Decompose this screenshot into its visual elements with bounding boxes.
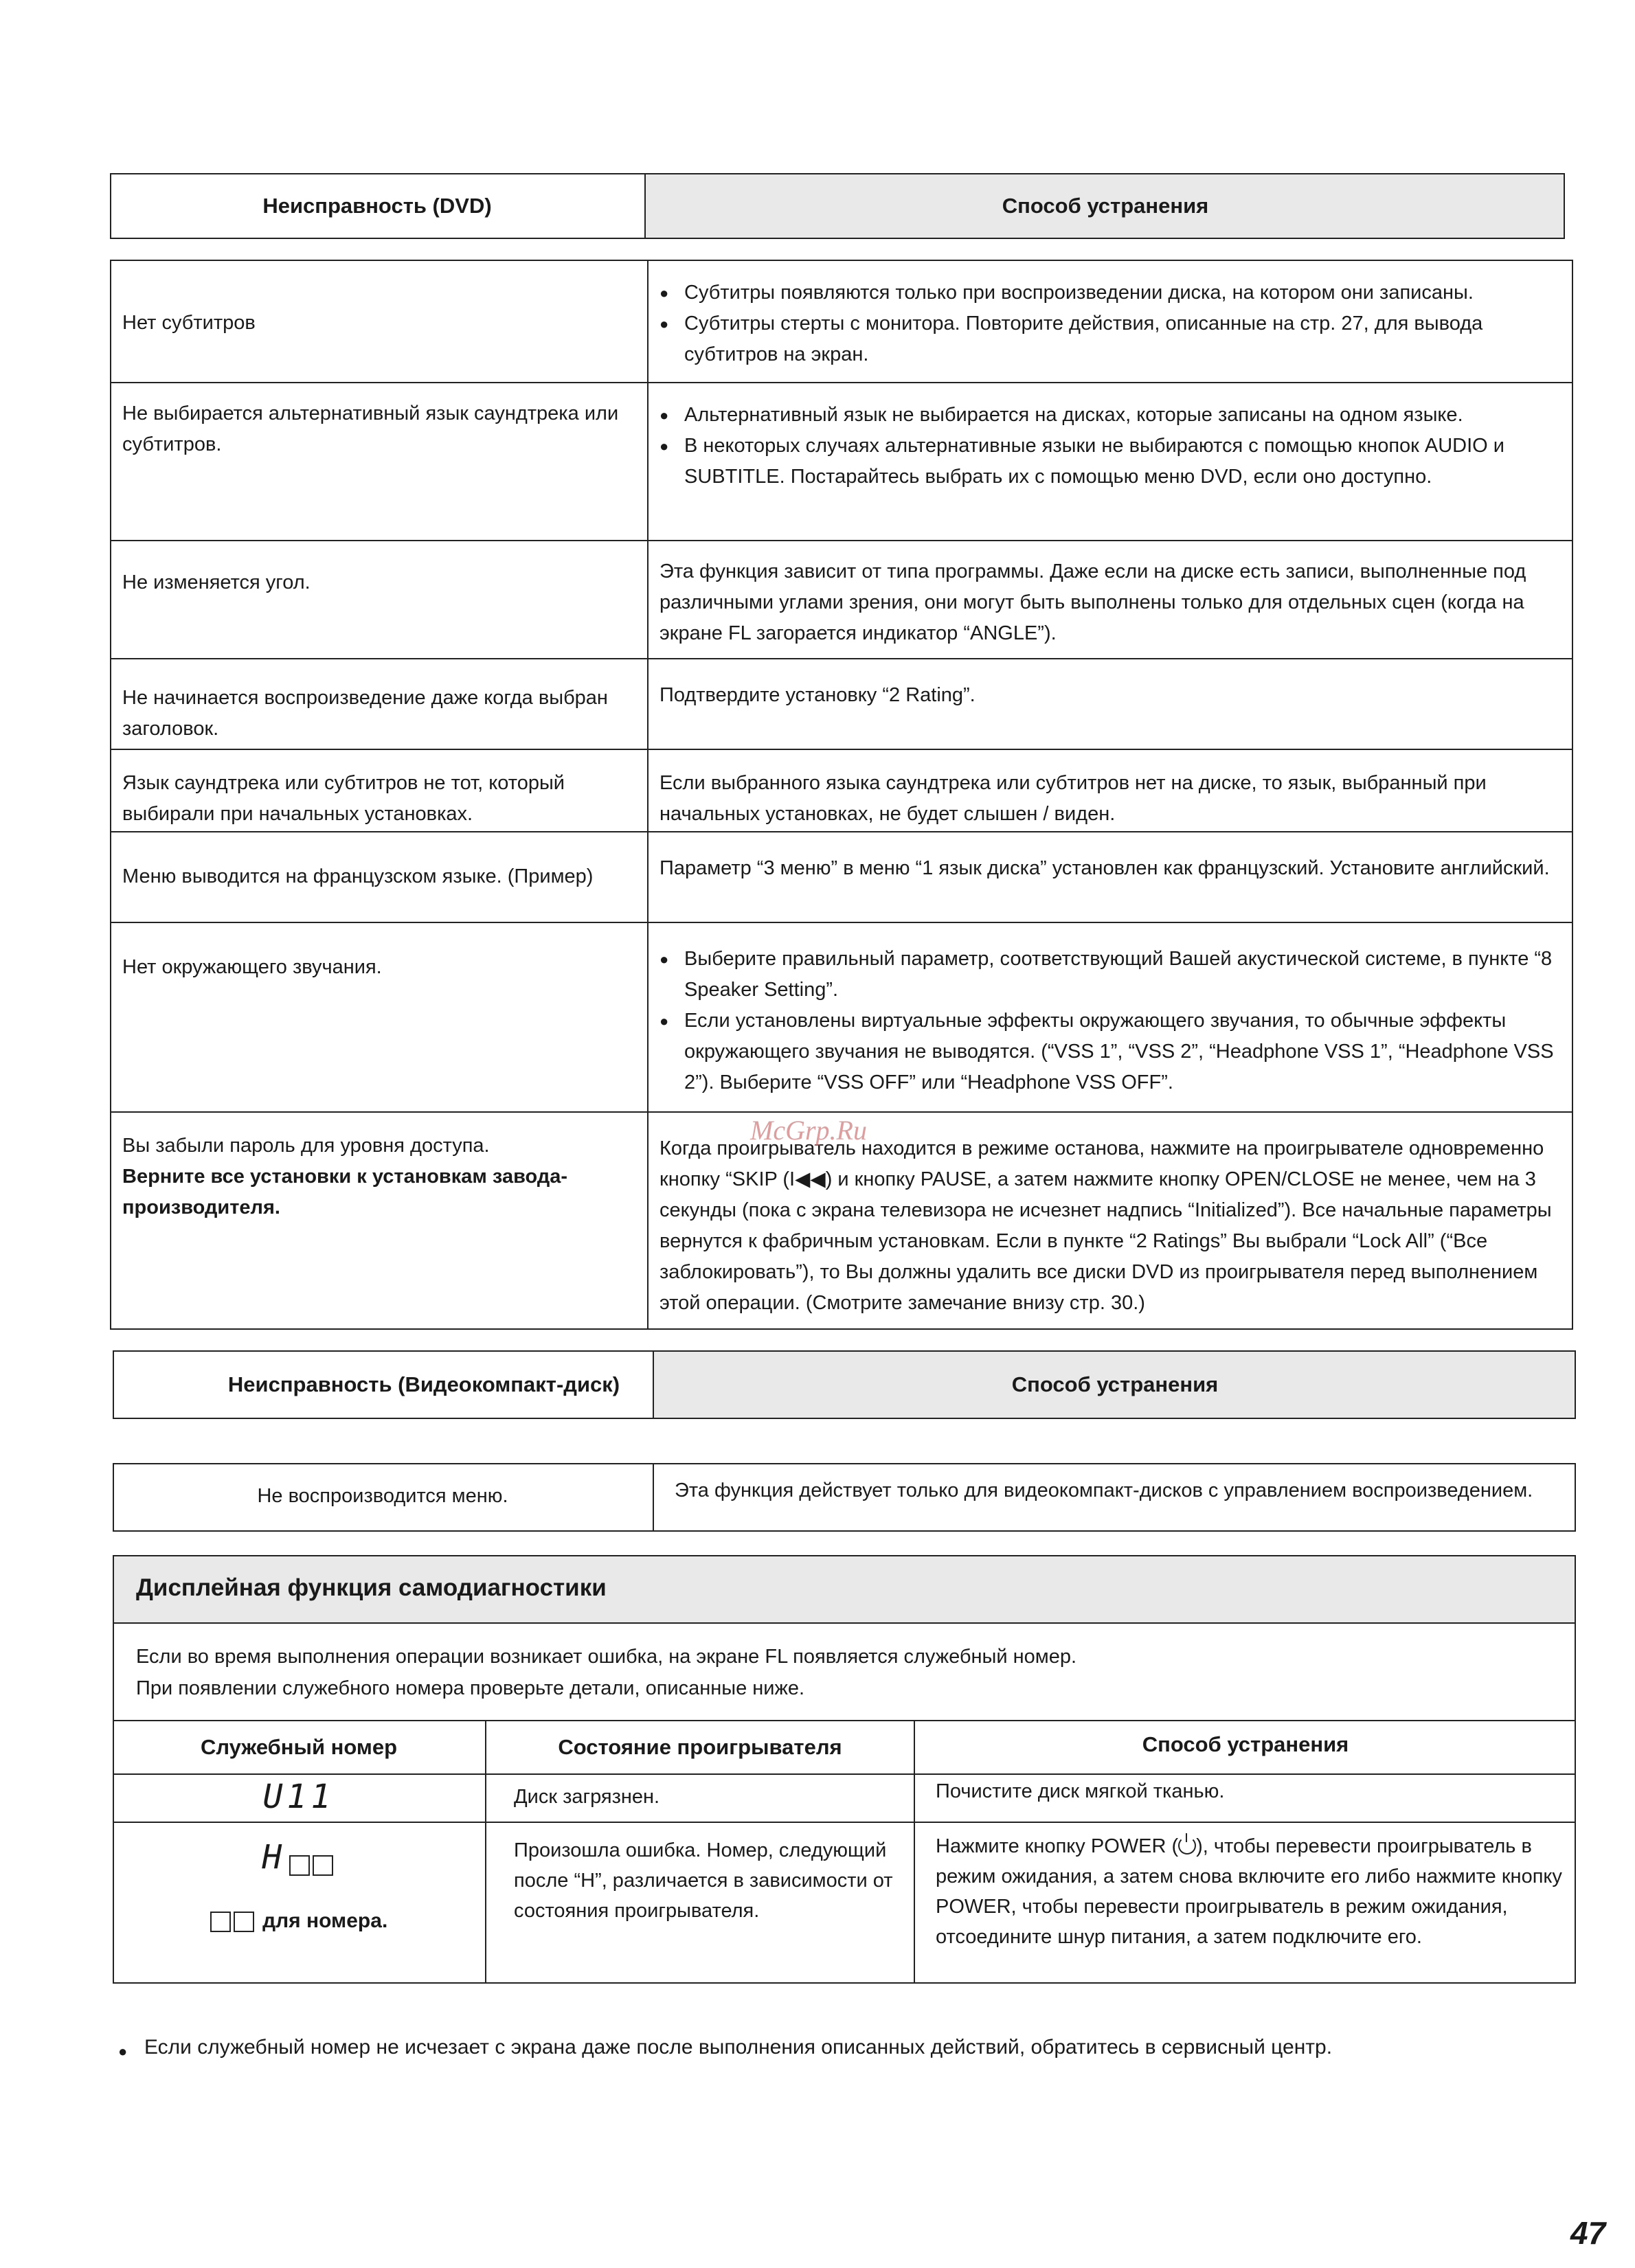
- service-code-u11: U11: [262, 1778, 335, 1816]
- row-sep: [110, 540, 1573, 541]
- row1-state: Диск загрязнен.: [514, 1786, 660, 1808]
- dvd-row-6-problem: [111, 852, 646, 902]
- vcd-problem: Не воспроизводится меню.: [257, 1485, 508, 1507]
- subtable-row-sep: [113, 1822, 1576, 1823]
- solution-text: Подтвердите установку “2 Rating”.: [659, 684, 976, 706]
- digit-box-icon: [234, 1912, 254, 1932]
- problem-text: Нет субтитров: [122, 312, 256, 334]
- solution-bullet: ● Если установлены виртуальные эффекты окружающего звучания, то обычные эффекты окружающего звучания не выводятся. (“VSS 1”, “VSS 2”, “Headphone VSS 1”, “Headphone VSS 2”). Выберите “VSS OFF” или “Headphone VSS OFF”.: [659, 1006, 1561, 1098]
- problem-text: Язык саундтрека или субтитров не тот, который выбирали при начальных установках.: [122, 772, 565, 825]
- diagnostics-intro-2: При появлении служебного номера проверьте детали, описанные ниже.: [136, 1677, 805, 1699]
- dvd-header-solution: Способ устранения: [1002, 194, 1209, 218]
- problem-text: Не выбирается альтернативный язык саундтрека или субтитров.: [122, 402, 619, 455]
- dvd-row-8-solution: [649, 1124, 1572, 1328]
- diagnostics-title: Дисплейная функция самодиагностики: [136, 1574, 607, 1601]
- solution-text: Если выбранного языка саундтрека или субтитров нет на диске, то язык, выбранный при начальных установках, не будет слышен / виден.: [659, 772, 1487, 825]
- solution-bullet: ● Субтитры появляются только при воспроизведении диска, на котором они записаны.: [659, 277, 1561, 308]
- page-number: 47: [1570, 2215, 1606, 2251]
- dvd-row-2-solution: [649, 390, 1572, 502]
- col-header-state: Состояние проигрывателя: [558, 1735, 842, 1759]
- dvd-row-6-solution: [649, 843, 1572, 894]
- power-icon: [1178, 1837, 1196, 1855]
- dvd-row-2-problem: [111, 389, 646, 470]
- service-code-note-text: для номера.: [262, 1909, 388, 1932]
- vcd-solution: Эта функция действует только для видеокомпакт-дисков с управлением воспроизведением.: [675, 1479, 1533, 1501]
- footer-note: Если служебный номер не исчезает с экрана даже после выполнения описанных действий, обратитесь в сервисный центр.: [144, 2036, 1333, 2059]
- vcd-header-solution: Способ устранения: [1011, 1372, 1219, 1396]
- problem-text: Нет окружающего звучания.: [122, 956, 382, 978]
- solution-bullet: ● Альтернативный язык не выбирается на дисках, которые записаны на одном языке.: [659, 400, 1561, 431]
- col-header-code: Служебный номер: [200, 1735, 398, 1759]
- dvd-header-problem: Неисправность (DVD): [262, 194, 492, 218]
- dvd-row-4-problem: [111, 673, 646, 754]
- problem-text: Не изменяется угол.: [122, 571, 311, 593]
- dvd-row-3-solution: [649, 547, 1572, 659]
- problem-text: Не начинается воспроизведение даже когда выбран заголовок.: [122, 687, 608, 740]
- dvd-row-8-problem: [111, 1121, 646, 1233]
- service-code-h: [113, 1838, 485, 1876]
- digit-box-icon: [210, 1912, 231, 1932]
- dvd-row-5-problem: [111, 758, 646, 839]
- vcd-table-divider: [653, 1463, 654, 1532]
- row2-state: Произошла ошибка. Номер, следующий после “H”, различается в зависимости от состояния проигрывателя.: [514, 1839, 893, 1922]
- dvd-row-4-solution: [649, 670, 1572, 721]
- dvd-row-7-problem: [111, 942, 646, 993]
- service-code-h-letter: H: [262, 1838, 286, 1876]
- dvd-row-5-solution: [649, 758, 1572, 839]
- subtable-header-sep: [113, 1773, 1576, 1775]
- dvd-row-3-problem: [111, 558, 646, 608]
- vcd-header-problem: Неисправность (Видеокомпакт-диск): [227, 1372, 620, 1396]
- row2-solution-a: Нажмите кнопку POWER (: [936, 1835, 1179, 1857]
- watermark: McGrp.Ru: [750, 1115, 867, 1146]
- solution-bullet: ● В некоторых случаях альтернативные языки не выбираются с помощью кнопок AUDIO и SUBTITLE. Постарайтесь выбрать их с помощью меню DVD, если оно доступно.: [659, 431, 1561, 492]
- footer-bullet-icon: ●: [118, 2043, 128, 2060]
- diagnostics-title-sep: [113, 1622, 1576, 1624]
- row2-solution: [936, 1831, 1568, 1952]
- row-sep: [110, 922, 1573, 923]
- solution-bullet: ● Выберите правильный параметр, соответствующий Вашей акустической системе, в пункте “8 Speaker Setting”.: [659, 944, 1561, 1006]
- solution-text: Эта функция зависит от типа программы. Даже если на диске есть записи, выполненные под различными углами зрения, они могут быть выполнены только для отдельных сцен (когда на экране FL загорается индикатор “ANGLE”).: [659, 560, 1526, 644]
- solution-text: Когда проигрыватель находится в режиме останова, нажмите на проигрывателе одновременно кнопку “SKIP (I◀◀) и кнопку PAUSE, а затем нажмите кнопку OPEN/CLOSE не менее, чем на 3 секунды (пока с экрана телевизора не исчезнет надпись “Initialized”). Все начальные параметры вернутся к фабричным установкам. Если в пункте “2 Ratings” Вы выбрали “Lock All” (“Все заблокировать”), то Вы должны удалить все диски DVD из проигрывателя перед выполнением этой операции. (Смотрите замечание внизу стр. 30.): [659, 1137, 1552, 1314]
- row-sep: [110, 382, 1573, 383]
- col-header-solution: Способ устранения: [1142, 1732, 1349, 1756]
- digit-box-icon: [289, 1855, 310, 1876]
- dvd-row-1-problem: [111, 298, 646, 348]
- problem-bold-text: Верните все установки к установкам завода-производителя.: [122, 1166, 568, 1218]
- problem-text: Меню выводится на французском языке. (Пример): [122, 865, 594, 887]
- digit-box-icon: [313, 1855, 333, 1876]
- solution-text: Параметр “3 меню” в меню “1 язык диска” установлен как французский. Установите английский.: [659, 857, 1550, 879]
- row-sep: [110, 1111, 1573, 1113]
- diagnostics-intro-1: Если во время выполнения операции возникает ошибка, на экране FL появляется служебный номер.: [136, 1646, 1077, 1668]
- row2-solution-b: ), чтобы перевести проигрыватель в режим ожидания, а затем снова включите его либо нажмите кнопку POWER, чтобы перевести проигрыватель в режим ожидания, отсоедините шнур питания, а затем подключите его.: [936, 1835, 1562, 1948]
- dvd-row-7-solution: [649, 934, 1572, 1108]
- row1-solution: Почистите диск мягкой тканью.: [936, 1780, 1225, 1802]
- service-code-note: [113, 1909, 485, 1933]
- solution-bullet: ● Субтитры стерты с монитора. Повторите действия, описанные на стр. 27, для вывода субтитров на экран.: [659, 308, 1561, 370]
- problem-text: Вы забыли пароль для уровня доступа.: [122, 1135, 490, 1157]
- dvd-row-1-solution: [649, 268, 1572, 380]
